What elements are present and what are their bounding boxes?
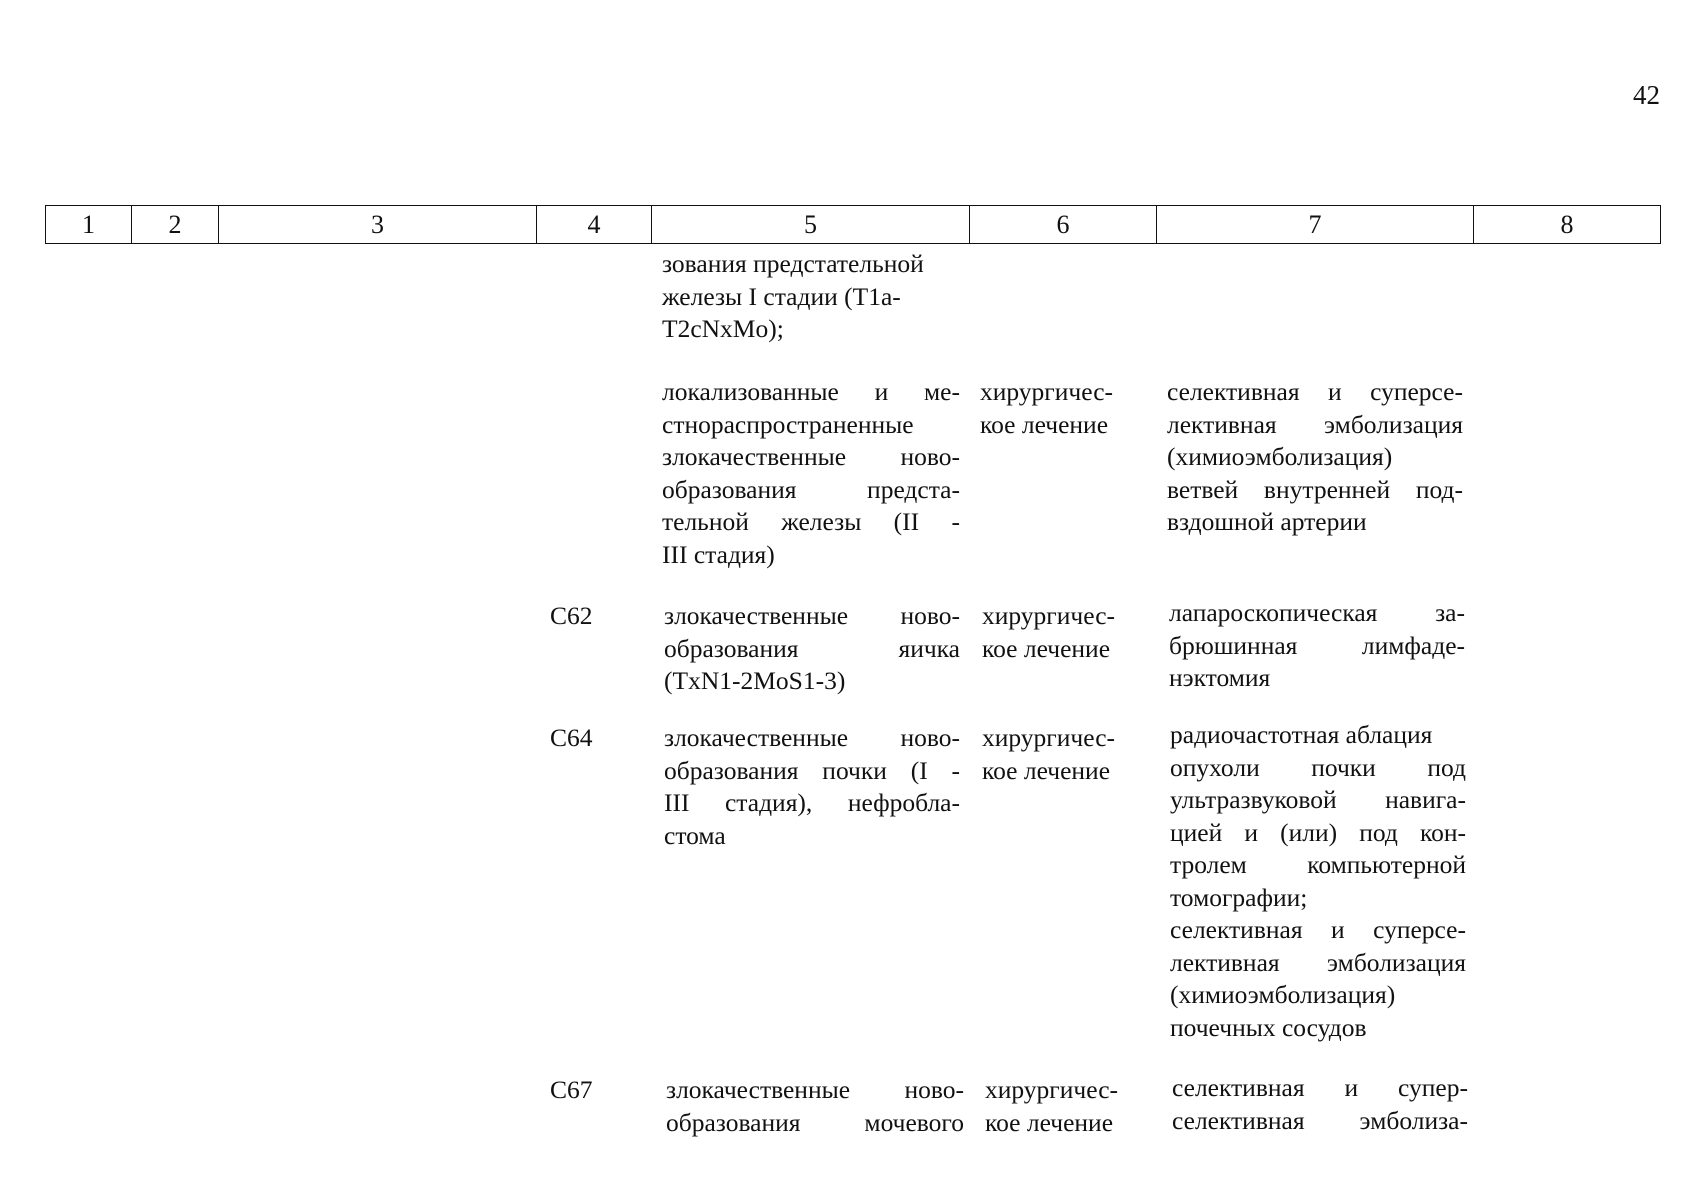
diagnosis-line: зования предстательной bbox=[662, 249, 924, 278]
method-line: брюшинная лимфаде- bbox=[1169, 630, 1465, 660]
icd-code: C64 bbox=[550, 723, 593, 752]
method-line: (химиоэмболизация) bbox=[1167, 442, 1393, 471]
diagnosis-line: III стадия), нефробла- bbox=[664, 788, 960, 817]
method-line: вздошной артерии bbox=[1167, 507, 1367, 536]
method-line: лапароскопическая за- bbox=[1169, 598, 1465, 627]
diagnosis-line: III стадия) bbox=[662, 539, 775, 569]
diagnosis-cell bbox=[664, 722, 960, 852]
diagnosis-line: стнораспространенные bbox=[662, 409, 914, 439]
treatment-line: кое лечение bbox=[980, 409, 1109, 439]
column-number-7: 7 bbox=[1157, 206, 1474, 244]
diagnosis-line: образования предста- bbox=[662, 474, 960, 504]
column-number-4: 4 bbox=[537, 206, 652, 244]
diagnosis-line: злокачественные ново- bbox=[666, 1075, 964, 1104]
diagnosis-line: T2cNxMo); bbox=[662, 314, 784, 343]
treatment-line: кое лечение bbox=[985, 1107, 1114, 1137]
diagnosis-cell bbox=[666, 1074, 964, 1139]
treatment-line: хирургичес- bbox=[985, 1075, 1119, 1104]
page-number: 42 bbox=[1633, 80, 1660, 110]
diagnosis-line: тельной железы (II - bbox=[662, 507, 960, 536]
diagnosis-line: образования яичка bbox=[664, 633, 960, 663]
diagnosis-line: образования почки (I - bbox=[664, 755, 960, 785]
icd-code: C67 bbox=[550, 1075, 593, 1104]
diagnosis-line: злокачественные ново- bbox=[664, 601, 960, 630]
icd-code: C62 bbox=[550, 601, 593, 630]
column-number-8: 8 bbox=[1474, 206, 1661, 244]
method-cell bbox=[1170, 719, 1466, 1044]
diagnosis-cell bbox=[662, 248, 962, 346]
method-line: селективная и супер- bbox=[1172, 1073, 1468, 1102]
treatment-cell bbox=[980, 376, 1130, 441]
treatment-line: кое лечение bbox=[982, 633, 1111, 663]
column-number-5: 5 bbox=[652, 206, 970, 244]
treatment-cell bbox=[985, 1074, 1135, 1139]
method-cell bbox=[1172, 1072, 1468, 1137]
method-line: ультразвуковой навига- bbox=[1170, 785, 1466, 814]
treatment-line: хирургичес- bbox=[980, 377, 1114, 406]
diagnosis-line: железы I стадии (T1a- bbox=[662, 281, 901, 311]
method-line: радиочастотная аблация bbox=[1170, 720, 1433, 749]
diagnosis-cell bbox=[662, 376, 960, 571]
treatment-line: хирургичес- bbox=[982, 723, 1116, 752]
diagnosis-cell bbox=[664, 600, 960, 698]
column-number-6: 6 bbox=[970, 206, 1157, 244]
method-line: тролем компьютерной bbox=[1170, 850, 1466, 879]
method-line: селективная и суперсе- bbox=[1170, 915, 1466, 944]
column-number-header bbox=[45, 205, 1661, 244]
diagnosis-line: локализованные и ме- bbox=[662, 377, 960, 406]
treatment-line: хирургичес- bbox=[982, 601, 1116, 630]
method-cell bbox=[1167, 376, 1463, 539]
method-line: лективная эмболизация bbox=[1167, 409, 1463, 439]
method-line: нэктомия bbox=[1169, 663, 1271, 692]
diagnosis-line: (TxN1-2MoS1-3) bbox=[664, 666, 846, 695]
treatment-cell bbox=[982, 722, 1132, 787]
treatment-cell bbox=[982, 600, 1132, 665]
method-line: томографии; bbox=[1170, 882, 1308, 912]
treatment-line: кое лечение bbox=[982, 755, 1111, 785]
method-cell bbox=[1169, 597, 1465, 695]
diagnosis-line: злокачественные ново- bbox=[662, 442, 960, 471]
method-line: цией и (или) под кон- bbox=[1170, 817, 1466, 847]
method-line: ветвей внутренней под- bbox=[1167, 474, 1463, 504]
method-line: селективная эмболиза- bbox=[1172, 1105, 1468, 1135]
method-line: (химиоэмболизация) bbox=[1170, 980, 1396, 1009]
diagnosis-line: злокачественные ново- bbox=[664, 723, 960, 752]
method-line: селективная и суперсе- bbox=[1167, 377, 1463, 406]
method-line: почечных сосудов bbox=[1170, 1012, 1367, 1042]
column-number-3: 3 bbox=[219, 206, 537, 244]
diagnosis-line: образования мочевого bbox=[666, 1107, 964, 1137]
column-number-2: 2 bbox=[132, 206, 219, 244]
method-line: опухоли почки под bbox=[1170, 752, 1466, 782]
column-number-1: 1 bbox=[46, 206, 132, 244]
diagnosis-line: стома bbox=[664, 820, 726, 850]
method-line: лективная эмболизация bbox=[1170, 947, 1466, 977]
